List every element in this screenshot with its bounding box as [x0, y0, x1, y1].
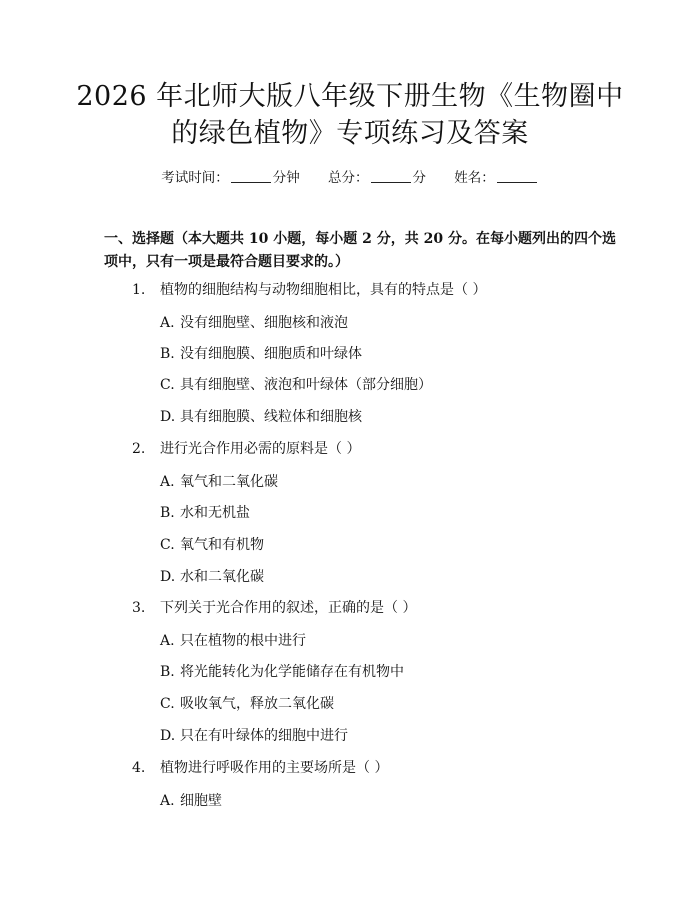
total-score: [328, 168, 426, 188]
option-text: 氧气和二氧化碳: [180, 474, 278, 490]
question-text: 进行光合作用必需的原料是（ ）: [160, 441, 361, 457]
option-letter: D.: [160, 728, 176, 744]
option-1d: [160, 407, 362, 427]
question-2: [132, 439, 360, 459]
option-text: 具有细胞膜、线粒体和细胞核: [180, 409, 362, 425]
title-line-2: 的绿色植物》专项练习及答案: [171, 118, 529, 149]
option-letter: A.: [160, 793, 175, 809]
option-text: 只在有叶绿体的细胞中进行: [180, 728, 348, 744]
option-2d: [160, 567, 264, 587]
total-score-unit: 分: [412, 170, 426, 186]
exam-time-unit: 分钟: [272, 170, 300, 186]
total-score-label: 总分：: [328, 170, 369, 186]
option-letter: B.: [160, 346, 175, 362]
exam-time-blank: [231, 169, 271, 183]
option-text: 吸收氧气，释放二氧化碳: [180, 696, 334, 712]
question-number: 4.: [132, 760, 146, 776]
question-3: [132, 598, 416, 618]
option-text: 没有细胞膜、细胞质和叶绿体: [180, 346, 362, 362]
question-text: 植物进行呼吸作用的主要场所是（ ）: [160, 760, 389, 776]
option-1c: [160, 375, 432, 395]
student-name-blank: [497, 169, 537, 183]
option-text: 将光能转化为化学能储存在有机物中: [180, 664, 404, 680]
document-title: [40, 78, 660, 152]
option-letter: B.: [160, 505, 175, 521]
option-3d: [160, 726, 348, 746]
option-letter: A.: [160, 633, 175, 649]
question-4: [132, 758, 388, 778]
option-2a: [160, 472, 278, 492]
section-heading: 一、选择题（本大题共 10 小题，每小题 2 分，共 20 分。在每小题列出的四个选项中，只有一项是最符合题目要求的。）: [104, 231, 616, 270]
student-name-label: 姓名：: [454, 170, 495, 186]
question-number: 3.: [132, 600, 146, 616]
option-text: 水和无机盐: [180, 505, 250, 521]
option-2b: [160, 503, 250, 523]
option-text: 具有细胞壁、液泡和叶绿体（部分细胞）: [180, 377, 432, 393]
option-2c: [160, 535, 264, 555]
exam-time: [161, 168, 300, 188]
question-text: 下列关于光合作用的叙述，正确的是（ ）: [160, 600, 417, 616]
option-4a: [160, 791, 222, 811]
option-letter: A.: [160, 474, 175, 490]
question-1: [132, 280, 486, 300]
option-letter: D.: [160, 569, 176, 585]
exam-time-label: 考试时间：: [161, 170, 229, 186]
option-3b: [160, 662, 404, 682]
option-letter: B.: [160, 664, 175, 680]
option-3a: [160, 631, 306, 651]
option-letter: A.: [160, 315, 175, 331]
option-1a: [160, 313, 348, 333]
student-name: [454, 168, 539, 188]
option-letter: C.: [160, 537, 175, 553]
option-text: 只在植物的根中进行: [180, 633, 306, 649]
option-letter: C.: [160, 377, 175, 393]
option-3c: [160, 694, 334, 714]
option-text: 细胞壁: [180, 793, 222, 809]
total-score-blank: [371, 169, 411, 183]
option-letter: D.: [160, 409, 176, 425]
option-text: 氧气和有机物: [180, 537, 264, 553]
option-text: 水和二氧化碳: [180, 569, 264, 585]
option-text: 没有细胞壁、细胞核和液泡: [180, 315, 348, 331]
question-number: 1.: [132, 282, 146, 298]
title-line-1: 2026 年北师大版八年级下册生物《生物圈中: [76, 81, 624, 112]
option-letter: C.: [160, 696, 175, 712]
exam-info: [0, 168, 700, 188]
question-number: 2.: [132, 441, 146, 457]
option-1b: [160, 344, 362, 364]
question-text: 植物的细胞结构与动物细胞相比，具有的特点是（ ）: [160, 282, 487, 298]
